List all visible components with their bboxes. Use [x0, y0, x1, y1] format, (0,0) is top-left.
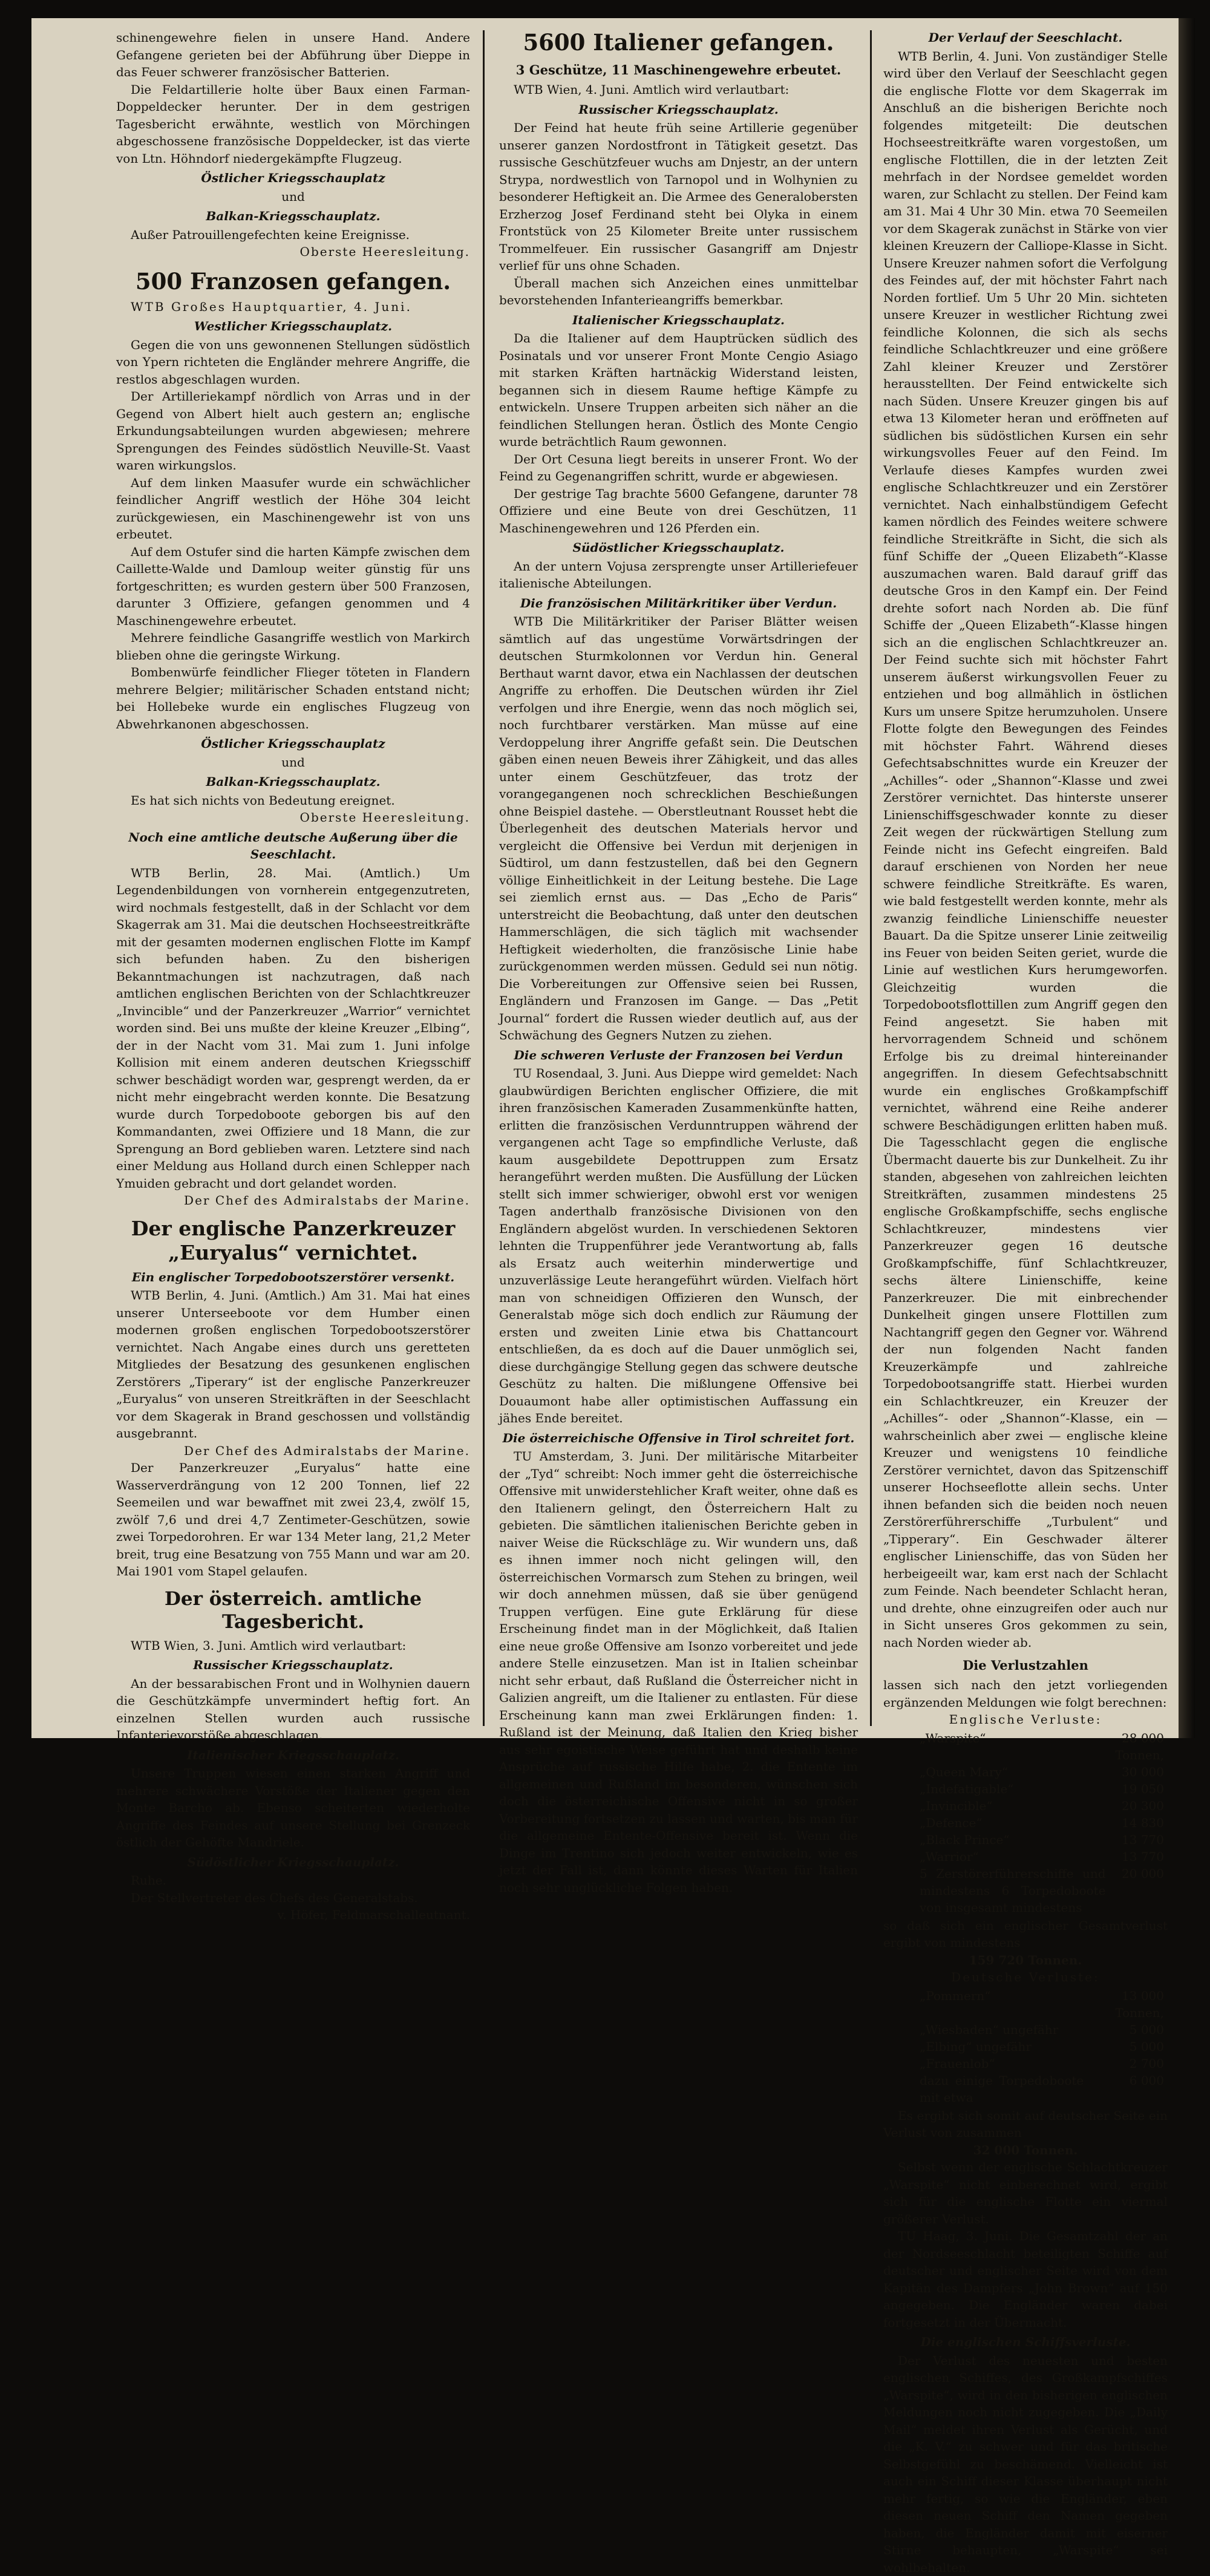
section-heading: Russischer Kriegsschauplatz. [116, 1656, 470, 1674]
section-heading: Italienischer Kriegsschauplatz. [116, 1747, 470, 1764]
section-heading: Die österreichische Offensive in Tirol schreitet fort. [499, 1430, 858, 1447]
tonnage: 20 000 [1110, 1865, 1168, 1916]
column-rule [483, 30, 485, 1726]
section-heading: Balkan-Kriegsschauplatz. [116, 208, 470, 225]
conjunction: und [116, 754, 470, 771]
table-row [920, 1797, 1168, 1814]
english-losses-table [920, 1730, 1168, 1916]
paragraph: Der Stellvertreter des Chefs des Generalstabs. [116, 1889, 470, 1907]
article-headline: Der englische Panzerkreuzer „Euryalus“ vernichtet. [116, 1217, 470, 1265]
tonnage: 19 050 [1110, 1780, 1168, 1797]
paragraph: Der Verlust des neuesten und besten englischen Schiffes, des Großkampfschiffes „Warspite“, wird in den bisherigen englischen Meldungen noch nicht zugegeben. Die „Daily Mail“ meldet ihren Verlust als Gerücht, und die „K. V.“ zu schwer und für das britische Selbstgefühl zu beschämend. Vielleicht ist auch ein Schiff dieser Klasse überhaupt nicht mehr fertig, so wie die Engländer, eben diesen neuen Schiff den Namen gegeben haben, die Engländer damit mit eiserner Stirne behaupten, „Warspite“ sei wohlbehalten. [883, 2352, 1168, 2576]
section-heading: Russischer Kriegsschauplatz. [499, 101, 858, 119]
section-heading: Noch eine amtliche deutsche Außerung über die Seeschlacht. [116, 829, 470, 863]
table-row [920, 1730, 1168, 1764]
paragraph: Bombenwürfe feindlicher Flieger töteten in Flandern mehrere Belgier; militärischer Schaden entstand nicht; bei Hollebeke wurde ein englisches Flugzeug von Abwehrkanonen abgeschossen. [116, 664, 470, 733]
paragraph: schinengewehre fielen in unsere Hand. Andere Gefangene gerieten bei der Abführung über Dieppe in das Feuer schwerer französischer Batterien. [116, 29, 470, 81]
ship-name: „Queen Mary“ [920, 1764, 1110, 1780]
section-heading: Balkan-Kriegsschauplatz. [116, 773, 470, 791]
table-row [920, 1848, 1168, 1865]
paragraph: Selbst wenn der englische Schlachtkreuzer „Warspite“ nicht einberechnet wird, ergibt sich für die englische Flotte ein viermal größerer Verlust. [883, 2159, 1168, 2228]
table-row [920, 2055, 1168, 2072]
section-heading: Die englischen Schiffsverluste. [883, 2333, 1168, 2351]
tonnage: 13 770 [1110, 1831, 1168, 1848]
ship-name: „Warrior“ [920, 1848, 1110, 1865]
table-title: Deutsche Verluste: [883, 1969, 1168, 1986]
paragraph: Auf dem linken Maasufer wurde ein schwächlicher feindlicher Angriff westlich der Höhe 304 leicht zurückgewiesen, ein Maschinengewehr ist von uns erbeutet. [116, 474, 470, 543]
paragraph: Es ergibt sich somit auf deutscher Seite ein Verlust von zusammen [883, 2107, 1168, 2142]
german-losses-table [920, 1987, 1168, 2106]
table-row [920, 1831, 1168, 1848]
paragraph: WTB Berlin, 4. Juni. (Amtlich.) Am 31. Mai hat eines unserer Unterseeboote vor dem Humber einen modernen großen englischen Torpedobootszerstörer vernichtet. Nach Angabe eines durch uns geretteten Mitgliedes der Besatzung des gesunkenen englischen Zerstörers „Tiperary“ ist der englische Panzerkreuzer „Euryalus“ von unseren Streitkräften in der Seeschlacht vor dem Skagerak in Brand geschossen und vollständig ausgebrannt. [116, 1287, 470, 1442]
article-headline: 5600 Italiener gefangen. [499, 29, 858, 56]
table-row [920, 1865, 1168, 1916]
article-subheadline: 3 Geschütze, 11 Maschinengewehre erbeutet. [499, 62, 858, 79]
binding-spine [1177, 18, 1195, 1738]
ship-name: 5 Zerstörerführerschiffe und mindestens 6 Torpedoboote von insgesamt mindestens [920, 1865, 1110, 1916]
dateline: WTB Großes Hauptquartier, 4. Juni. [116, 298, 470, 316]
paragraph: Der Feind hat heute früh seine Artillerie gegenüber unserer ganzen Nordostfront in Tätigkeit gesetzt. Das russische Geschützfeuer wuchs am Dnjestr, an der untern Strypa, nordwestlich von Tarnopol und in Wolhynien zu besonderer Heftigkeit an. Die Armee des Generalobersten Erzherzog Josef Ferdinand steht bei Olyka in einem Frontstück von 25 Kilometer Breite unter russischem Trommelfeuer. Ein russischer Gasangriff am Dnjestr verlief für uns ohne Schaden. [499, 119, 858, 275]
table-row [920, 1780, 1168, 1797]
paragraph: Der gestrige Tag brachte 5600 Gefangene, darunter 78 Offiziere und eine Beute von drei Geschützen, 11 Maschinengewehren und 126 Pferden ein. [499, 485, 858, 537]
ship-name: „Elbing“ ungefähr [920, 2038, 1087, 2055]
tonnage: 13 770 [1110, 1848, 1168, 1865]
ship-name: „Pommern“ [920, 1987, 1087, 2021]
signature: Oberste Heeresleitung. [116, 809, 470, 826]
tonnage: 30 000 [1110, 1764, 1168, 1780]
paragraph: Der Ort Cesuna liegt bereits in unserer Front. Wo der Feind zu Gegenangriffen schritt, wurde er abgewiesen. [499, 451, 858, 485]
section-heading: Der Verlauf der Seeschlacht. [883, 29, 1168, 47]
paragraph: Auf dem Ostufer sind die harten Kämpfe zwischen dem Caillette-Walde und Damloup weiter günstig für uns fortgeschritten; es wurden gestern über 500 Franzosen, darunter 3 Offiziere, gefangen genommen und 4 Maschinengewehre erbeutet. [116, 543, 470, 630]
section-heading: Italienischer Kriegsschauplatz. [499, 312, 858, 329]
paragraph: Überall machen sich Anzeichen eines unmittelbar bevorstehenden Infanterieangriffs bemerkbar. [499, 275, 858, 309]
ship-name: „Indefatigable“ [920, 1780, 1110, 1797]
table-row [920, 2038, 1168, 2055]
section-heading: Östlicher Kriegsschauplatz [116, 735, 470, 753]
signature: Der Chef des Admiralstabs der Marine. [116, 1442, 470, 1460]
tonnage: 5 000 [1087, 2021, 1168, 2038]
paragraph: WTB Berlin, 4. Juni. Von zuständiger Stelle wird über den Verlauf der Seeschlacht gegen die englische Flotte vor dem Skagerrak im Anschluß an die bisherigen Berichte noch folgendes mitgeteilt: Die deutschen Hochseestreitkräfte waren vorgestoßen, um englische Flottillen, die in der letzten Zeit mehrfach in der Nordsee gemeldet worden waren, zur Schlacht zu stellen. Der Feind kam am 31. Mai 4 Uhr 30 Min. etwa 70 Seemeilen vor dem Skagerak zunächst in Stärke von vier kleinen Kreuzern der Calliope-Klasse in Sicht. Unsere Kreuzer nahmen sofort die Verfolgung des Feindes auf, der mit höchster Fahrt nach Norden fortlief. Um 5 Uhr 20 Min. sichteten unsere Kreuzer in westlicher Richtung zwei feindliche Kolonnen, die sich als sechs feindliche Schlachtkreuzer und eine größere Zahl kleiner Kreuzer und Zerstörer herausstellten. Der Feind entwickelte sich nach Süden. Unsere Kreuzer gingen bis auf etwa 13 Kilometer heran und eröffneten auf südlichen bis südöstlichen Kursen ein sehr wirkungsvolles Feuer auf den Feind. Im Verlaufe dieses Kampfes wurden zwei englische Schlachtkreuzer und ein Zerstörer vernichtet. Nach einhalbstündigem Gefecht kamen nördlich des Feindes weitere schwere feindliche Streitkräfte in Sicht, die sich als fünf Schiffe der „Queen Elizabeth“-Klasse auszumachen waren. Bald darauf griff das deutsche Gros in den Kampf ein. Der Feind drehte sofort nach Norden ab. Die fünf Schiffe der „Queen Elizabeth“-Klasse hingen sich an die englischen Schlachtkreuzer an. Der Feind suchte sich mit höchster Fahrt unserem äußerst wirkungsvollen Feuer zu entziehen und bog allmählich in östlichen Kurs um unsere Spitze herumzuholen. Unsere Flotte folgte den Bewegungen des Feindes mit höchster Fahrt. Während dieses Gefechtsabschnittes wurde ein Kreuzer der „Achilles“- oder „Shannon“-Klasse und zwei Zerstörer vernichtet. Das hinterste unserer Linienschiffsgeschwader konnte zu dieser Zeit wegen der rückwärtigen Stellung zum Feinde nicht ins Gefecht eingreifen. Bald darauf erschienen von Norden her neue schwere feindliche Streitkräfte. Es waren, wie bald festgestellt werden konnte, mehr als zwanzig feindliche Linienschiffe neuester Bauart. Da die Spitze unserer Linie zeitweilig ins Feuer von beiden Seiten geriet, wurde die Linie auf westlichen Kurs herumgeworfen. Gleichzeitig wurden die Torpedobootsflottillen zum Angriff gegen den Feind angesetzt. Sie haben mit hervorragendem Schneid und schönem Erfolge bis zu dreimal hintereinander angegriffen. In diesem Gefechtsabschnitt wurde ein englisches Großkampfschiff vernichtet, während eine Reihe anderer schwere Beschädigungen erlitten haben muß. Die Tagesschlacht gegen die englische Übermacht dauerte bis zur Dunkelheit. Zu ihr standen, abgesehen von zahlreichen leichten Streitkräften, zusammen mindestens 25 englische Großkampfschiffe, sechs englische Schlachtkreuzer, mindestens vier Panzerkreuzer gegen 16 deutsche Großkampfschiffe, fünf Schlachtkreuzer, sechs ältere Linienschiffe, keine Panzerkreuzer. Die mit einbrechender Dunkelheit gingen unsere Flottillen zum Nachtangriff gegen den Gegner vor. Während der nun folgenden Nacht fanden Kreuzerkämpfe und zahlreiche Torpedobootsangriffe statt. Hierbei wurden ein Schlachtkreuzer, ein Kreuzer der „Achilles“- oder „Shannon“-Klasse, ein — wahrscheinlich aber zwei — englische kleine Kreuzer und wenigstens 10 feindliche Zerstörer vernichtet, davon das Spitzenschiff unserer Hochseeflotte allein sechs. Unter ihnen befanden sich die beiden noch neuen Zerstörerführerschiffe „Turbulent“ und „Tipperary“. Ein Geschwader älterer englischer Linienschiffe, das von Süden her herbeigeeilt war, kam erst nach der Schlacht zum Feinde. Nach beendeter Schlacht heran, und drehte, ohne einzugreifen oder auch nur in Sicht unseres Gros gekommen zu sein, nach Norden wieder ab. [883, 48, 1168, 1652]
column-2 [499, 29, 858, 1731]
ship-name: „Warspite“ [920, 1730, 1110, 1764]
paragraph: Der Artilleriekampf nördlich von Arras und in der Gegend von Albert hielt auch gestern an; englische Erkundungsabteilungen wurden abgewiesen; mehrere Sprengungen des Feindes südöstlich Neuville-St. Vaast waren wirkungslos. [116, 388, 470, 474]
paragraph: Die Feldartillerie holte über Baux einen Farman-Doppeldecker herunter. Der in dem gestrigen Tagesbericht erwähnte, westlich von Mörchingen abgeschossene französische Doppeldecker, ist das vierte von Ltn. Höhndorf niedergekämpfte Flugzeug. [116, 81, 470, 168]
paragraph: Da die Italiener auf dem Hauptrücken südlich des Posinatals und vor unserer Front Monte Cengio Asiago mit starken Kräften hartnäckig Widerstand leisten, begannen sich in diesem Raume heftige Kämpfe zu entwickeln. Unsere Truppen arbeiten sich näher an die feindlichen Stellungen heran. Östlich des Monte Cengio wurde beträchtlich Raum gewonnen. [499, 330, 858, 451]
paragraph: WTB Die Militärkritiker der Pariser Blätter weisen sämtlich auf das ungestüme Vorwärtsdringen der deutschen Sturmkolonnen vor Verdun hin. General Berthaut warnt davor, etwa ein Nachlassen der deutschen Angriffe zu erhoffen. Die Deutschen würden ihr Ziel verfolgen und ihre Energie, wenn das noch möglich sei, noch furchtbarer verstärken. Man müsse auf eine Verdoppelung ihrer Angriffe gefaßt sein. Die Deutschen gäben einen neuen Beweis ihrer Zähigkeit, und das alles unter einem Geschützfeuer, das trotz der vorangegangenen noch schrecklichen Beschießungen ohne Beispiel dastehe. — Oberstleutnant Rousset hebt die Überlegenheit des deutschen Materials hervor und vergleicht die Offensive bei Verdun mit derjenigen in Südtirol, um dann festzustellen, daß bei den Gegnern völlige Einheitlichkeit in der Leitung bestehe. Die Lage sei ziemlich ernst aus. — Das „Echo de Paris“ unterstreicht die Beobachtung, daß unter den deutschen Hammerschlägen, die sich täglich mit wachsender Heftigkeit wiederholten, die französische Linie habe zurückgenommen werden müssen. Geduld sei nun nötig. Die Vorbereitungen zur Offensive seien bei Russen, Engländern und Franzosen im Gange. — Das „Petit Journal“ fordert die Russen wieder deutlich auf, aus der Schwächung des Gegners Nutzen zu ziehen. [499, 613, 858, 1044]
column-1 [116, 29, 470, 1731]
paragraph: Außer Patrouillengefechten keine Ereignisse. [116, 226, 470, 244]
section-heading: Südöstlicher Kriegsschauplatz. [499, 539, 858, 557]
tonnage: 2 700 [1087, 2055, 1168, 2072]
ship-name: „Wiesbaden“ ungefähr [920, 2021, 1087, 2038]
paragraph: WTB Berlin, 28. Mai. (Amtlich.) Um Legendenbildungen von vornherein entgegenzutreten, wird nochmals festgestellt, daß in der Schlacht vor dem Skagerrak am 31. Mai die deutschen Hochseestreitkräfte mit der gesamten modernen englischen Flotte im Kampf sich befunden haben. Zu den bisherigen Bekanntmachungen ist nachzutragen, daß nach amtlichen englischen Berichten von der Schlachtkreuzer „Invincible“ und der Panzerkreuzer „Warrior“ vernichtet worden sind. Bei uns mußte der kleine Kreuzer „Elbing“, der in der Nacht vom 31. Mai zum 1. Juni infolge Kollision mit einem anderen deutschen Kriegsschiff schwer beschädigt worden war, gesprengt werden, da er nicht mehr eingebracht werden konnte. Die Besatzung wurde durch Torpedoboote geborgen bis auf den Kommandanten, zwei Offiziere und 18 Mann, die zur Sprengung an Bord geblieben waren. Letztere sind nach einer Meldung aus Holland durch einen Schlepper nach Ymuiden gebracht und dort gelandet worden. [116, 865, 470, 1192]
paragraph: TU Haag, 3. Juni. Die Gesamtzahl der an der Nordseeschlacht beteiligten Schiffe auf deutscher und englischer Seite wird von dem Kapitän des Dampfers „John Brown“ auf 150 angegeben. Die Engländer waren dabei fortgesetzt in der Übermacht. [883, 2228, 1168, 2331]
section-heading: Südöstlicher Kriegsschauplatz. [116, 1854, 470, 1871]
signature: Oberste Heeresleitung. [116, 243, 470, 261]
section-heading: Östlicher Kriegsschauplatz [116, 169, 470, 187]
table-row [920, 1987, 1168, 2021]
ship-name: „Invincible“ [920, 1797, 1110, 1814]
table-row [920, 1814, 1168, 1831]
paragraph: TU Rosendaal, 3. Juni. Aus Dieppe wird gemeldet: Nach glaubwürdigen Berichten englischer Offiziere, die mit ihren französischen Kameraden Zusammenkünfte hatten, erlitten die französischen Verdunntruppen während der vergangenen acht Tage so empfindliche Verluste, daß kaum ausgebildete Depottruppen zum Ersatz herangeführt werden mußten. Die Ausfüllung der Lücken stellt sich immer schwieriger, obwohl erst vor wenigen Tagen anderthalb französische Divisionen von den Engländern abgelöst wurden. In verschiedenen Sektoren lehnten die Truppenführer jede Verantwortung ab, falls als Ersatz auch weiterhin minderwertige und unzuverlässige Leute herangeführt würden. Vielfach hört man von schneidigen Offizieren den Wunsch, der Generalstab möge sich doch endlich zur Räumung der ersten und zweiten Linie etwa bis Chattancourt entschließen, da es doch auf die Dauer unmöglich sei, diese durchgängige Stellung gegen das schwere deutsche Geschütz zu halten. Die mißlungene Offensive bei Douaumont habe aller optimistischen Auffassung ein jähes Ende bereitet. [499, 1065, 858, 1427]
paragraph: An der bessarabischen Front und in Wolhynien dauern die Geschützkämpfe unvermindert heftig fort. An einzelnen Stellen wurden auch russische Infanterievorstöße abgeschlagen. [116, 1675, 470, 1744]
paragraph: An der untern Vojusa zersprengte unser Artilleriefeuer italienische Abteilungen. [499, 558, 858, 592]
dateline: WTB Wien, 3. Juni. Amtlich wird verlautbart: [116, 1637, 470, 1655]
ship-name: „Black Prince“ [920, 1831, 1110, 1848]
paragraph: Es hat sich nichts von Bedeutung ereignet. [116, 792, 470, 809]
section-heading: Die französischen Militärkritiker über Verdun. [499, 595, 858, 612]
article-headline: Der österreich. amtliche Tagesbericht. [116, 1587, 470, 1633]
paragraph: Ruhe. [116, 1872, 470, 1889]
section-heading: Die Verlustzahlen [883, 1657, 1168, 1674]
ship-name: dazu einige Torpedoboote mit etwa [920, 2072, 1087, 2106]
tonnage: 20 300 [1110, 1797, 1168, 1814]
article-headline: 500 Franzosen gefangen. [116, 268, 470, 295]
tonnage: 13 000 Tonnen, [1087, 1987, 1168, 2021]
conjunction: und [116, 188, 470, 206]
paragraph: Mehrere feindliche Gasangriffe westlich von Markirch blieben ohne die geringste Wirkung. [116, 629, 470, 664]
paragraph: Unsere Truppen wiesen einen starken Angriff und mehrere schwächere Vorstöße der Italiener gegen den Monte Barcho ab. Ebenso scheiterten wiederholte Angriffe des Feindes auf unsere Stellung bei Grenzeck östlich der Gehöfte Mandriele. [116, 1765, 470, 1851]
column-3 [883, 29, 1168, 1731]
section-heading: Die schweren Verluste der Franzosen bei Verdun [499, 1047, 858, 1064]
ship-name: „Defence“ [920, 1814, 1110, 1831]
dateline: WTB Wien, 4. Juni. Amtlich wird verlautbart: [499, 81, 858, 99]
signature: v. Höfer, Feldmarschalleutnant. [116, 1906, 470, 1924]
signature: Der Chef des Admiralstabs der Marine. [116, 1192, 470, 1209]
paragraph: Gegen die von uns gewonnenen Stellungen südöstlich von Ypern richteten die Engländer mehrere Angriffe, die restlos abgeschlagen wurden. [116, 336, 470, 388]
table-title: Englische Verluste: [883, 1711, 1168, 1728]
table-row [920, 2021, 1168, 2038]
table-row [920, 2072, 1168, 2106]
column-rule [870, 30, 872, 1726]
newspaper-page [31, 18, 1179, 1738]
tonnage: 14 830 [1110, 1814, 1168, 1831]
paragraph: Der Panzerkreuzer „Euryalus“ hatte eine Wasserverdrängung von 12 200 Tonnen, lief 22 Seemeilen und war bewaffnet mit zwei 23,4, zwölf 15, zwölf 7,6 und drei 4,7 Zentimeter-Geschützen, sowie zwei Torpedorohren. Er war 134 Meter lang, 21,2 Meter breit, trug eine Besatzung von 755 Mann und war am 20. Mai 1901 vom Stapel gelaufen. [116, 1459, 470, 1580]
ship-name: „Frauenlob“ [920, 2055, 1087, 2072]
section-heading: Ein englischer Torpedobootszerstörer versenkt. [116, 1269, 470, 1286]
tonnage: 6 000 [1087, 2072, 1168, 2106]
tonnage: 28 000 Tonnen, [1110, 1730, 1168, 1764]
table-row [920, 1764, 1168, 1780]
total: 32 000 Tonnen. [883, 2142, 1168, 2159]
total: 159 720 Tonnen. [883, 1952, 1168, 1969]
tonnage: 5 000 [1087, 2038, 1168, 2055]
paragraph: so daß sich ein englischer Gesamtverlust ergibt von mindestens [883, 1917, 1168, 1952]
section-heading: Westlicher Kriegsschauplatz. [116, 318, 470, 335]
paragraph: lassen sich nach den jetzt vorliegenden ergänzenden Meldungen wie folgt berechnen: [883, 1676, 1168, 1711]
paragraph: TU Amsterdam, 3. Juni. Der militärische Mitarbeiter der „Tyd“ schreibt: Noch immer geht die österreichische Offensive mit unwiderstehlicher Kraft weiter, ohne daß es den Italienern gelingt, den Österreichern Halt zu gebieten. Die sämtlichen italienischen Berichte geben in naiver Weise die Rückschläge zu. Wir wundern uns, daß es ihnen immer noch nicht gelingen will, den österreichischen Vormarsch zum Stehen zu bringen, weil wir doch annehmen müssen, daß sie über genügend Truppen verfügen. Eine gute Erklärung für diese Erscheinung findet man in der Möglichkeit, daß Italien eine neue große Offensive am Isonzo vorbereitet und jede andere Stelle einzusetzen. Man ist in Italien scheinbar nicht sehr erbaut, daß Rußland die Österreicher nicht in Galizien angreift, um die Italiener zu entlasten. Für diese Erscheinung kann man zwei Erklärungen finden: 1. Rußland ist der Meinung, daß Italien den Krieg bisher aus sehr egoistische Weise geführt hat und deshalb keine Ansprüche auf russische Hilfe habe, 2. die Entente im allgemeinen und Rußland im besonderen, wünschen sich doch die österreichische Offensive nicht in so großer Vorbereitung fortsetzen zu lassen und warten, bis man für die allgemeine Entente-Offensive bereit ist. Wenn die Dinge im Trentino sich jedoch weiter entwickeln, wie es jetzt der Fall ist, dann könnte dieses Warten für Italien noch sehr unglückliche Folgen haben. [499, 1448, 858, 1896]
